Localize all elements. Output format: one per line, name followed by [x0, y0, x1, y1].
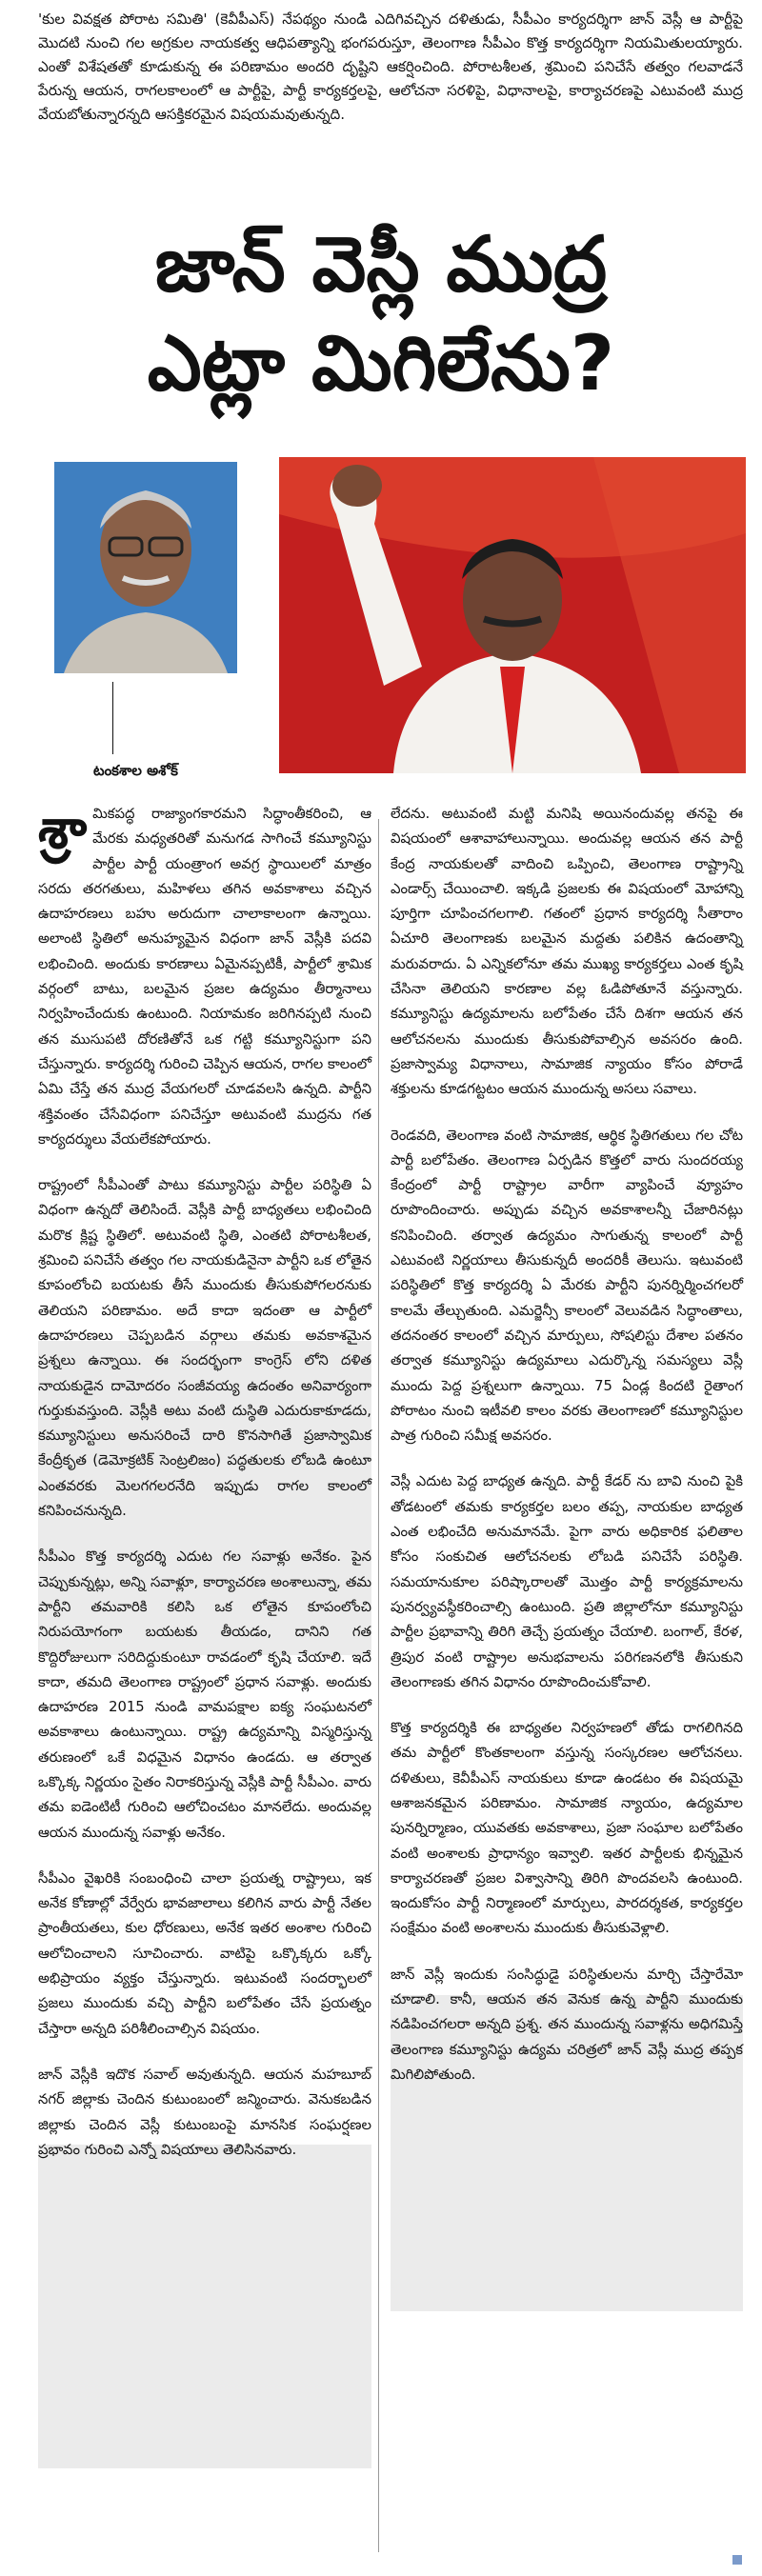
author-portrait: [54, 462, 237, 673]
left-para-4: సీపీఎం వైఖరికి సంబంధించి చాలా ప్రయత్న రాష్ట్రాలు, ఇక అనేక కోణాల్లో వేర్వేరు భావజాలాలు కలిగిన వారు పార్టీ నేతల ప్రాంతీయతలు, కుల ధోరణులు, అనేక ఇతర అంశాల గురించి ఆలోచించాలని సూచించారు. వాటిపై ఒక్కొక్కరు ఒక్కో అభిప్రాయం వ్యక్తం చేస్తున్నారు. ఇటువంటి సందర్భాలలో ప్రజలు ముందుకు వచ్చి పార్టీని బలోపేతం చేసే ప్రయత్నం చేస్తారా అన్నది పరిశీలించాల్సిన విషయం.: [38, 1869, 371, 2037]
right-para-3: వెస్లీ ఎదుట పెద్ద బాధ్యత ఉన్నది. పార్టీ కేడర్ ను బావి నుంచి పైకి తోడటంలో తమకు కార్యకర్తల బలం తప్ప, నాయకుల బాధ్యత ఎంత లభించేది అనుమానమే. పైగా వారు అధికారిక ఫలితాల కోసం సంకుచిత ఆలోచనలకు లోబడి పనిచేసే పరిస్థితి. సమయానుకూల పరిష్కారాలతో మొత్తం పార్టీ కార్యక్రమాలను పునర్వ్యవస్థీకరించాల్సి ఉంటుంది. ప్రతి జిల్లాలోనూ కమ్యూనిస్టు పార్టీల ప్రభావాన్ని తిరిగి తెచ్చే ప్రయత్నం చేయాలి. బంగాల్, కేరళ, త్రిపుర వంటి రాష్ట్రాల అనుభవాలను పరిగణనలోకి తీసుకుని తెలంగాణకు తగిన విధానం రూపొందించుకోవాలి.: [391, 1473, 743, 1690]
right-para-5: జాన్ వెస్లీ ఇందుకు సంసిద్ధుడై పరిస్థితులను మార్చి చేస్తారేమో చూడాలి. కానీ, ఆయన తన వెనుక ఉన్న పార్టీని ముందుకు నడిపించగలరా అన్నది ప్రశ్న. తన ముందున్న సవాళ్లను అధిగమిస్తే తెలంగాణ కమ్యూనిస్టు ఉద్యమ చరిత్రలో జాన్ వెస్లీ ముద్ర తప్పక మిగిలిపోతుంది.: [391, 1966, 743, 2083]
byline-divider: [112, 682, 113, 754]
left-para-1: [38, 796, 371, 1152]
headline-line-2: ఎట్లా మిగిలేను?: [147, 319, 615, 408]
shaded-box-left-2: [38, 2145, 371, 2468]
intro-text: 'కుల వివక్షత పోరాట సమితి' (కెవీపీఎస్) నేపథ్యం నుండి ఎదిగివచ్చిన దళితుడు, సీపీఎం కార్యదర్శిగా జాన్ వెస్లీ ఆ పార్టీపై మొదటి నుంచి గల అగ్రకుల నాయకత్వ ఆధిపత్యాన్ని భంగపరుస్తూ, తెలంగాణ సీపీఎం కొత్త కార్యదర్శిగా నియమితులయ్యారు. ఎంతో విశేషతతో కూడుకున్న ఈ పరిణామం అందరి దృష్టిని ఆకర్షించింది. పోరాటశీలత, శ్రమించి పనిచేసే తత్వం గలవాడనే పేరున్న ఆయన, రాగలకాలంలో ఆ పార్టీపై, పార్టీ కార్యకర్తలపై, ఆలోచనా సరళిపై, విధానాలపై, కార్యాచరణపై ఎటువంటి ముద్ర వేయబోతున్నారన్నది ఆసక్తికరమైన విషయమవుతున్నది.: [38, 10, 743, 123]
left-column: [38, 796, 371, 2163]
left-para-2: రాష్ట్రంలో సీపీఎంతో పాటు కమ్యూనిస్టు పార్టీల పరిస్థితి ఏ విధంగా ఉన్నదో తెలిసిందే. వెస్లీకి పార్టీ బాధ్యతలు లభించింది మరొక క్లిష్ట స్థితిలో. అటువంటి స్థితి, ఎంతటి పోరాటశీలత, శ్రమించి పనిచేసే తత్వం గల నాయకుడినైనా పార్టీని ఒక లోతైన కూపంలోంచి బయటకు తీసే ముందుకు తీసుకుపోగలరనుకు తెలియని పరిణామం. అదే కాదా ఇదంతా ఆ పార్టీలో ఉదాహరణలు చెప్పబడిన వర్గాలు తమకు అవకాశమైన ప్రశ్నలు ఉన్నాయి. ఈ సందర్భంగా కాంగ్రెస్ లోని దళిత నాయకుడైన దామోదరం సంజీవయ్య ఉదంతం అనివార్యంగా గుర్తుకువస్తుంది. వెస్లీకి అటు వంటి దుస్థితి ఎదురుకాకూడదు, కమ్యూనిస్టులు అనుసరించే దారి కొనసాగితే ప్రజాస్వామిక కేంద్రీకృత (డెమోక్రటిక్ సెంట్రలిజం) పద్ధతులకు లోబడి ఉంటూ ఎంతవరకు మెలగగలరనేది ఇప్పుడు రాగల కాలంలో కనిపించనున్నది.: [38, 1177, 371, 1520]
column-rule: [378, 819, 379, 2552]
right-para-4: కొత్త కార్యదర్శికి ఈ బాధ్యతల నిర్వహణలో తోడు రాగలిగినది తమ పార్టీలో కొంతకాలంగా వస్తున్న సంస్కరణల ఆలోచనలు. దళితులు, కెవీపీఎస్ నాయకులు కూడా ఉండటం ఈ విషయమై ఆశాజనకమైన పరిణామం. సామాజిక న్యాయం, ఉద్యమాల పునర్నిర్మాణం, యువతకు అవకాశాలు, ప్రజా సంఘాల బలోపేతం వంటి అంశాలకు ప్రాధాన్యం ఇవ్వాలి. ఇతర పార్టీలకు భిన్నమైన కార్యాచరణతో ప్రజల విశ్వాసాన్ని తిరిగి పొందవలసి ఉంటుంది. ఇందుకోసం పార్టీ నిర్మాణంలో మార్పులు, పారదర్శకత, కార్యకర్తల సంక్షేమం వంటి అంశాలను ముందుకు తీసుకువెళ్లాలి.: [391, 1720, 743, 1937]
right-para-1: లేదను. అటువంటి మట్టి మనిషి అయినందువల్ల తనపై ఈ విషయంలో ఆశావాహాలున్నాయి. అందువల్ల ఆయన తన పార్టీ కేంద్ర నాయకులతో వాదించి ఒప్పించి, తెలంగాణ రాష్ట్రాన్ని ఎండార్స్ చేయించాలి. ఇక్కడి ప్రజలకు ఈ విషయంలో మోహాన్ని పూర్తిగా చూపించగలగాలి. గతంలో ప్రధాన కార్యదర్శి సీతారాం ఏచూరి తెలంగాణకు బలమైన మద్దతు పలికిన ఉదంతాన్ని మరువరాదు. ఏ ఎన్నికలోనూ తమ ముఖ్య కార్యకర్తలు ఎంత కృషి చేసినా తెలియని కారణాల వల్ల ఓడిపోతూనే వస్తున్నారు. కమ్యూనిస్టు ఉద్యమాలను బలోపేతం చేసే దిశగా ఆయన తన ఆలోచనలను ముందుకు తీసుకుపోవాల్సిన అవసరం ఉంది. ప్రజాస్వామ్య విధానాలు, సామాజిక న్యాయం కోసం పోరాడే శక్తులను కూడగట్టటం ఆయన ముందున్న అసలు సవాలు.: [391, 806, 743, 1098]
left-para-3: సీపీఎం కొత్త కార్యదర్శి ఎదుట గల సవాళ్లు అనేకం. పైన చెప్పుకున్నట్లు, అన్ని సవాళ్లూ, కార్యాచరణ అంశాలున్నా, తమ పార్టీని తమవారికి కలిసి ఒక లోతైన కూపంలోంచి నిరుపయోగంగా బయటకు తీయడం, దానిని గత కొద్దిరోజులుగా సరిదిద్దుకుంటూ రావడంలో కృషి చేయాలి. ఇదే కాదా, తమది తెలంగాణ రాష్ట్రంలో ప్రధాన సవాళ్లు. అందుకు ఉదాహరణ 2015 నుండి వామపక్షాల ఐక్య సంఘటనలో అవకాశాలు ఉంటున్నాయి. రాష్ట్ర ఉద్యమాన్ని విస్మరిస్తున్న తరుణంలో ఒకే విధమైన విధానం ఉండదు. ఆ తర్వాత ఒక్కొక్క నిర్ణయం సైతం నిరాకరిస్తున్న వెస్లీకి పార్టీ సీపీఎం. వారు తమ ఐడెంటిటీ గురించి ఆలోచించటం మానలేదు. అందువల్ల ఆయన ముందున్న సవాళ్లు అనేకం.: [38, 1548, 371, 1841]
left-para-5: జాన్ వెస్లీకి ఇదొక సవాల్ అవుతున్నది. ఆయన మహబూబ్ నగర్ జిల్లాకు చెందిన కుటుంబంలో జన్మించారు. వెనుకబడిన జిల్లాకు చెందిన వెస్లీ కుటుంబంపై మానసిక సంఘర్షణల ప్రభావం గురించి ఎన్నో విషయాలు తెలిసినవారు.: [38, 2066, 371, 2158]
intro-paragraph: [38, 8, 743, 127]
right-column: [391, 802, 743, 2087]
headline-line-1: జాన్ వెస్లీ ముద్ర: [154, 220, 608, 309]
page-corner-marker: [732, 2555, 742, 2565]
subject-photo: [279, 457, 746, 773]
left-para-1-text: మికపద్ధ రాజ్యాంగకారమని సిద్ధాంతీకరించి, ఆ మేరకు మధ్యతరితో మనుగడ సాగించే కమ్యూనిస్టు పార్టీల పార్టీ యంత్రాంగ అవగ్ర స్థాయిలలో మాత్రం సరదు తరగతులు, మహిళలు తగిన అవకాశాలు వచ్చిన ఉదాహరణలు బహు అరుదుగా చాలాకాలంగా ఉన్నాయి. అలాంటి స్థితిలో అనుహ్యమైన విధంగా జాన్ వెస్లీకి పదవి లభించింది. అందుకు కారణాలు ఏమైనప్పటికీ, పార్టీలో శ్రామిక వర్గంలో బాటు, బలమైన ప్రజల ఉద్యమం తీర్మానాలు నిర్వహించేందుకు ఉంటుంది. నియామకం జరిగినప్పటి నుంచి తన ముసుపటి దోరణితోనే ఒక గట్టి కమ్యూనిస్టుగా పని చేస్తున్నారు. కార్యదర్శి గురించి చెప్పిన ఆయన, రాగల కాలంలో ఏమి చేస్తే తన ముద్ర వేయగలరో చూడవలసి ఉన్నది. పార్టీని శక్తివంతం చేసేవిధంగా పనిచేస్తూ అటువంటి ముద్రను గత కార్యదర్శులు వేయలేకపోయారు.: [38, 806, 371, 1148]
right-para-2: రెండవది, తెలంగాణ వంటి సామాజిక, ఆర్థిక స్థితిగతులు గల చోట పార్టీ బలోపేతం. తెలంగాణ ఏర్పడిన కొత్తలో వారు సుందరయ్య కేంద్రంలో పార్టీ రాష్ట్రాల వారీగా వ్యాపించే వ్యూహం రూపొందించారు. అప్పుడు వచ్చిన అవకాశాలన్నీ చేజారినట్లు కనిపించింది. తర్వాత ఉద్యమం సాగుతున్న కాలంలో పార్టీ ఎటువంటి నిర్ణయాలు తీసుకున్నదీ అందరికీ తెలుసు. ఇటువంటి పరిస్థితిలో కొత్త కార్యదర్శి ఏ మేరకు పార్టీని పునర్నిర్మించగలరో కాలమే తేల్చుతుంది. ఎమర్జెన్సీ కాలంలో వెలువడిన సిద్ధాంతాలు, తదనంతర కాలంలో వచ్చిన మార్పులు, సోషలిస్టు దేశాల పతనం తర్వాత కమ్యూనిస్టు ఉద్యమాలు ఎదుర్కొన్న సమస్యలు వెస్లీ ముందు పెద్ద ప్రశ్నలుగా ఉన్నాయి. 75 ఏండ్ల కిందటి రైతాంగ పోరాటం నుంచి ఇటీవలి కాలం వరకు తెలంగాణలో కమ్యూనిస్టుల పాత్ర గురించి సమీక్ష అవసరం.: [391, 1127, 743, 1445]
dropcap: శ్రా: [38, 796, 88, 861]
byline: టంకశాల అశోక్: [93, 762, 178, 779]
